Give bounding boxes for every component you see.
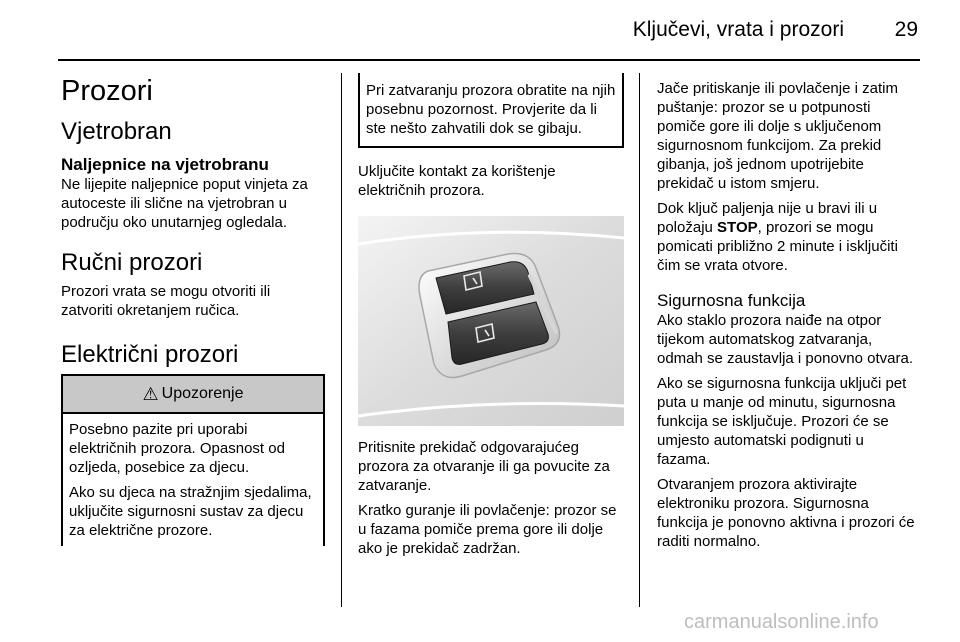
warning-title: Upozorenje [161,385,244,402]
note-text: Pri zatvaranju prozora obratite na njih posebnu pozornost. Provjerite da li ste nešto zahvatili dok se gibaju. [366,82,616,137]
text-kljuc-paljenja-b: , prozori se mogu pomicati približno 2 minute i isključiti čim se vrata otvore. [657,219,898,274]
text-jace-pritiskanje: Jače pritiskanje ili povlačenje i zatim puštanje: prozor se u potpunosti pomiče gore ili dolje s uključenom sigurnosnom funkcijom. Za prekid gibanja, još jednom upotrijebite prekidač u istom smjeru. [657,80,898,192]
warning-header [63,374,323,414]
text-kratko-guranje: Kratko guranje ili povlačenje: prozor se u fazama pomiče prema gore ili dolje ako je prekidač zadržan. [358,502,617,557]
text-naljepnice: Ne lijepite naljepnice poput vinjeta za autoceste ili slične na vjetrobran u području oko unutarnjeg ogledala. [61,176,308,231]
warning-text-1: Posebno pazite pri uporabi električnih prozora. Opasnost od ozljeda, posebice za djecu. [69,421,285,476]
text-pritisnite-prekidac: Pritisnite prekidač odgovarajućeg prozora za otvaranje ili ga povucite za zatvaranje. [358,439,610,494]
text-stop: STOP [717,219,758,236]
page-number: 29 [894,18,918,41]
warning-box [61,374,325,546]
heading-sigurnosna-funkcija: Sigurnosna funkcija [657,291,806,310]
column-left [61,73,325,546]
text-otvaranjem: Otvaranjem prozora aktivirajte elektroniku prozora. Sigurnosna funkcija je ponovno aktivna i prozori će raditi normalno. [657,476,915,550]
warning-body [63,414,323,546]
text-ako-funkcija: Ako se sigurnosna funkcija uključi pet puta u manje od minutu, sigurnosna funkcija se isključuje. Prozori će se umjesto automatski podignuti u fazama. [657,375,907,468]
column-right [657,73,919,551]
header-rule [58,59,920,61]
header-title: Ključevi, vrata i prozori [632,18,844,41]
heading-prozori: Prozori [61,75,153,107]
text-ako-staklo: Ako staklo prozora naiđe na otpor tijekom automatskog zatvaranja, odmah se zaustavlja i ponovno otvara. [657,312,913,367]
text-kljuc-paljenja-a: Dok ključ paljenja nije u bravi ili u položaju [657,200,878,236]
text-kljuc-paljenja [657,199,919,275]
note-box [358,73,624,148]
window-switch-illustration [358,216,624,426]
heading-rucni-prozori: Ručni prozori [61,249,203,276]
column-divider-1 [341,73,342,607]
warning-text-2: Ako su djeca na stražnjim sjedalima, uključite sigurnosni sustav za djecu za električne prozore. [69,484,312,539]
text-ukljucite-kontakt: Uključite kontakt za korištenje električnih prozora. [358,163,556,199]
warning-triangle-icon: ⚠ [142,383,159,404]
heading-elektricni-prozori: Električni prozori [61,341,239,368]
column-divider-2 [639,73,640,607]
heading-vjetrobran: Vjetrobran [61,118,172,145]
heading-naljepnice: Naljepnice na vjetrobranu [61,155,269,174]
column-middle [358,73,624,558]
watermark: carmanualsonline.info [684,611,879,633]
text-rucni-prozori: Prozori vrata se mogu otvoriti ili zatvoriti okretanjem ručica. [61,283,271,319]
page-header [0,0,960,62]
